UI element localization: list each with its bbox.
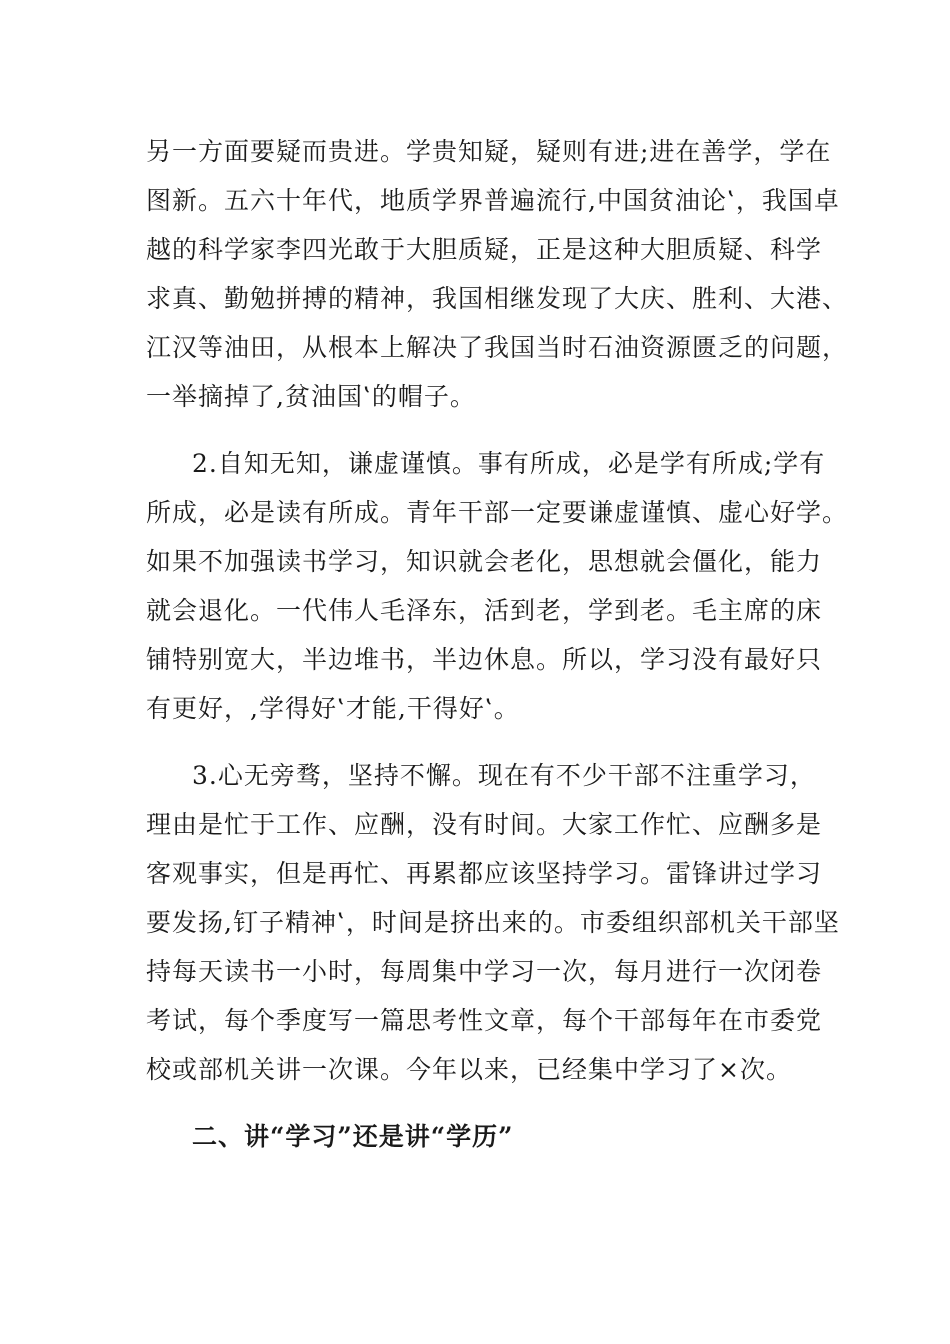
paragraph-3-line-5: 持每天读书一小时，每周集中学习一次，每月进行一次闭卷: [146, 957, 823, 986]
paragraph-2-line-3: 如果不加强读书学习，知识就会老化，思想就会僵化，能力: [146, 547, 823, 576]
paragraph-3-line-3: 客观事实，但是再忙、再累都应该坚持学习。雷锋讲过学习: [146, 859, 823, 888]
section-heading: 二、讲“学习”还是讲“学历”: [192, 1122, 514, 1151]
paragraph-2-line-4: 就会退化。一代伟人毛泽东，活到老，学到老。毛主席的床: [146, 596, 823, 625]
paragraph-3-line-2: 理由是忙于工作、应酬，没有时间。大家工作忙、应酬多是: [146, 810, 823, 839]
paragraph-1-line-5: 江汉等油田，从根本上解决了我国当时石油资源匮乏的问题，: [146, 333, 849, 362]
paragraph-2-line-5: 铺特别宽大，半边堆书，半边休息。所以，学习没有最好只: [146, 645, 823, 674]
paragraph-2-line-6: 有更好，,学得好‛才能,干得好‛。: [146, 694, 520, 723]
paragraph-3-line-1: 3.心无旁骛，坚持不懈。现在有不少干部不注重学习，: [192, 761, 816, 790]
paragraph-3-line-7: 校或部机关讲一次课。今年以来，已经集中学习了×次。: [146, 1055, 792, 1084]
paragraph-2-line-1: 2.自知无知，谦虚谨慎。事有所成，必是学有所成;学有: [192, 449, 826, 478]
paragraph-1-line-4: 求真、勤勉拼搏的精神，我国相继发现了大庆、胜利、大港、: [146, 284, 849, 313]
paragraph-1-line-1: 另一方面要疑而贵进。学贵知疑，疑则有进;进在善学，学在: [146, 137, 832, 166]
paragraph-2-line-2: 所成，必是读有所成。青年干部一定要谦虚谨慎、虚心好学。: [146, 498, 849, 527]
paragraph-1-line-6: 一举摘掉了,贫油国‛的帽子。: [146, 382, 476, 411]
paragraph-1-line-2: 图新。五六十年代，地质学界普遍流行,中国贫油论‛，我国卓: [146, 186, 840, 215]
paragraph-3-line-4: 要发扬,钉子精神‛，时间是挤出来的。市委组织部机关干部坚: [146, 908, 840, 937]
paragraph-1-line-3: 越的科学家李四光敢于大胆质疑，正是这种大胆质疑、科学: [146, 235, 823, 264]
paragraph-3-line-6: 考试，每个季度写一篇思考性文章，每个干部每年在市委党: [146, 1006, 823, 1035]
